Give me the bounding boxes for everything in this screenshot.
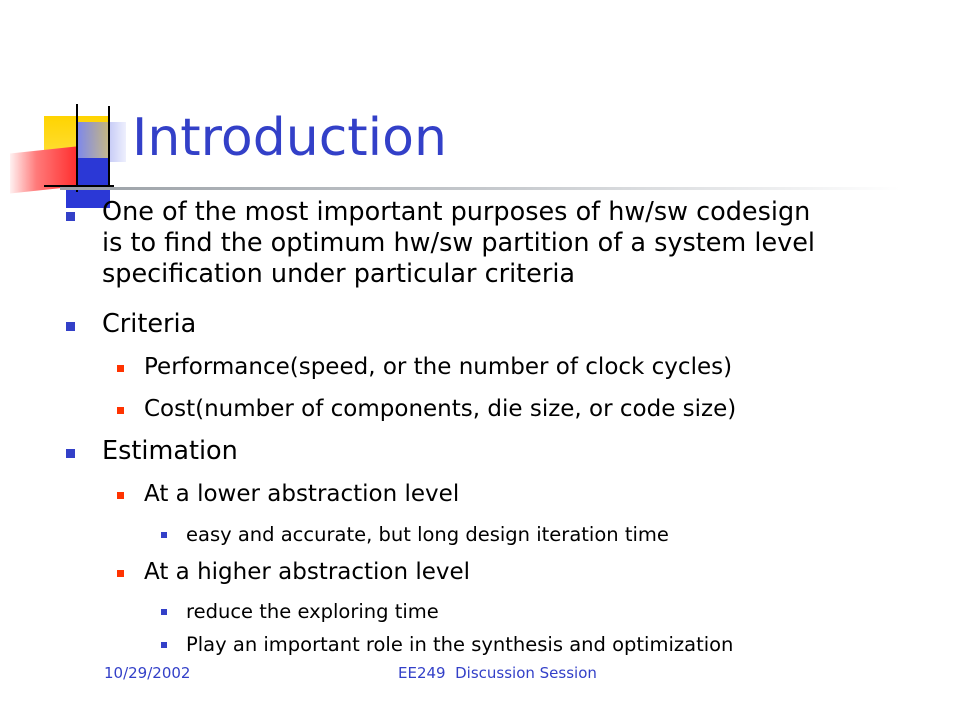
footer-title: EE249 Discussion Session bbox=[398, 664, 597, 682]
bullet-marker-level2 bbox=[117, 570, 124, 577]
bullet-marker-level1 bbox=[66, 449, 75, 458]
bullet-text: easy and accurate, but long design iteration time bbox=[186, 523, 669, 546]
bullet-text: At a higher abstraction level bbox=[144, 559, 471, 585]
bullet-line: specification under particular criteria bbox=[102, 259, 576, 289]
slide-title: Introduction bbox=[132, 108, 447, 168]
bullet-text: At a lower abstraction level bbox=[144, 481, 460, 507]
bullet-text: Play an important role in the synthesis and optimization bbox=[186, 633, 734, 656]
bullet-marker-level2 bbox=[117, 365, 124, 372]
vertical-line-right bbox=[108, 106, 110, 190]
title-underline bbox=[60, 187, 900, 190]
bullet-text: Cost(number of components, die size, or code size) bbox=[144, 396, 737, 422]
blue-square-soft bbox=[78, 122, 126, 162]
bullet-marker-level2 bbox=[117, 492, 124, 499]
bullet-marker-level1 bbox=[66, 322, 75, 331]
bullet-marker-level1 bbox=[66, 212, 75, 221]
bullet-text: Criteria bbox=[102, 309, 197, 339]
bullet-marker-level2 bbox=[117, 407, 124, 414]
bullet-marker-level3 bbox=[161, 642, 167, 648]
footer-date: 10/29/2002 bbox=[104, 664, 191, 682]
vertical-line-left bbox=[76, 104, 78, 192]
bullet-text: Performance(speed, or the number of clock cycles) bbox=[144, 354, 733, 380]
bullet-text: reduce the exploring time bbox=[186, 600, 439, 623]
bullet-text bbox=[102, 197, 815, 290]
bullet-marker-level3 bbox=[161, 609, 167, 615]
bullet-line: is to find the optimum hw/sw partition of a system level bbox=[102, 228, 816, 258]
bullet-text: Estimation bbox=[102, 436, 238, 466]
bullet-marker-level3 bbox=[161, 532, 167, 538]
bullet-line: One of the most important purposes of hw/sw codesign bbox=[102, 197, 811, 227]
